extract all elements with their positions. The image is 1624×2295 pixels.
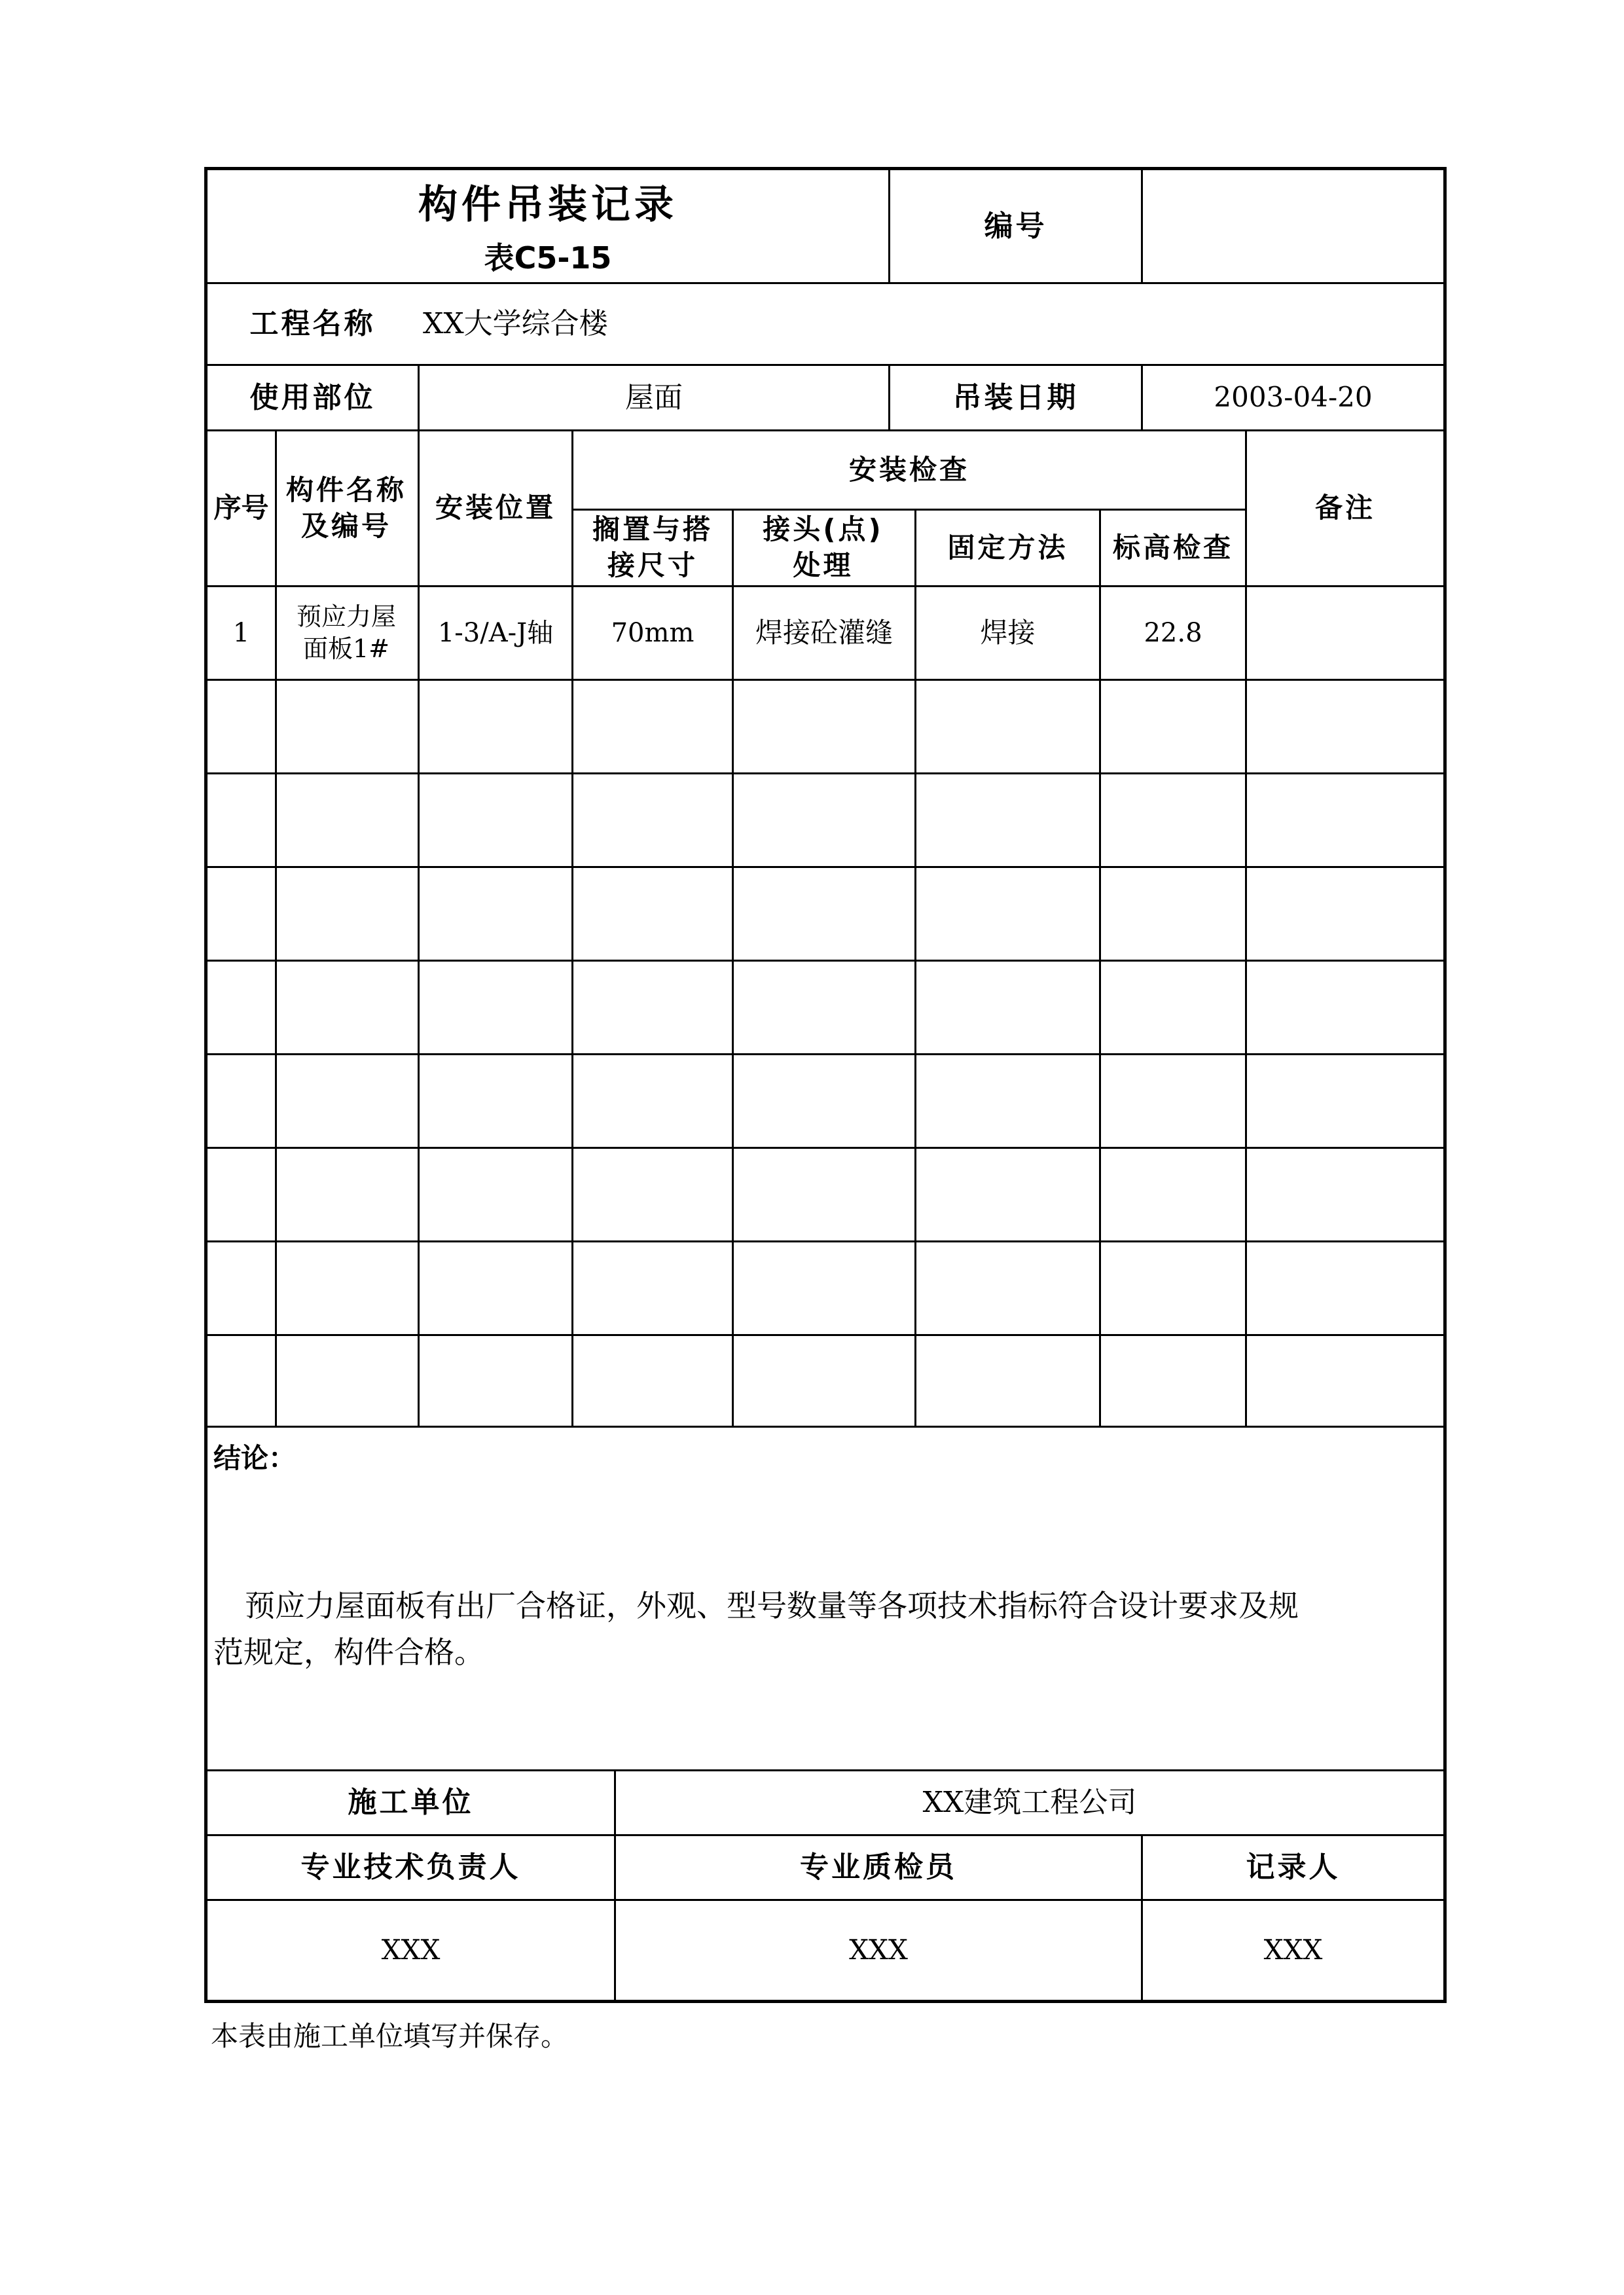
row-remarks[interactable] [1247,587,1443,679]
row-seq[interactable]: 1 [232,618,250,648]
number-label: 编号 [984,209,1047,243]
row-position[interactable]: 1-3/A-J轴 [437,618,554,648]
header-joint: 接头(点)处理 [763,513,884,581]
inspector-label: 专业质检员 [800,1851,957,1885]
grid-line [204,1147,1447,1149]
grid-line [204,772,1447,774]
recorder-label: 记录人 [1246,1851,1341,1885]
row-elevation[interactable]: 22.8 [1144,618,1202,648]
grid-line [204,1426,1447,1428]
row-component[interactable]: 预应力屋面板1# [296,602,396,663]
row-bearing[interactable]: 70mm [611,618,695,648]
location-label: 使用部位 [249,380,376,414]
header-fixing: 固定方法 [947,531,1068,564]
footer-note: 本表由施工单位填写并保存。 [211,2020,569,2052]
header-bearing: 搁置与搭接尺寸 [592,513,713,581]
row-fixing[interactable]: 焊接 [980,616,1036,649]
tech-lead-label: 专业技术负责人 [300,1851,521,1885]
date-label: 吊装日期 [952,380,1079,414]
grid-line [204,1053,1447,1055]
grid-line [204,679,1447,681]
project-name-label: 工程名称 [249,307,376,341]
tech-lead-signature[interactable]: XXX [381,1934,441,1966]
header-elevation: 标高检查 [1112,531,1233,564]
location-value[interactable]: 屋面 [625,380,683,414]
grid-line [204,866,1447,868]
inspector-signature[interactable]: XXX [849,1934,908,1966]
grid-line [204,960,1447,962]
header-seq: 序号 [213,492,269,524]
conclusion-text[interactable]: 预应力屋面板有出厂合格证，外观、型号数量等各项技术指标符合设计要求及规范规定，构件合格。 [213,1588,1299,1671]
construction-unit-value[interactable]: XX建筑工程公司 [922,1786,1137,1820]
grid-line [204,1240,1447,1242]
conclusion-label: 结论： [213,1442,297,1474]
document-title: 构件吊装记录 [418,182,677,228]
grid-line [275,429,277,1428]
form-code: 表C5-15 [484,240,612,276]
row-joint[interactable]: 焊接砼灌缝 [755,616,893,649]
grid-line [571,429,573,1428]
grid-line [204,1334,1447,1336]
date-value[interactable]: 2003-04-20 [1214,381,1373,414]
header-position: 安装位置 [435,492,556,524]
header-remarks: 备注 [1314,492,1375,524]
number-value[interactable] [1143,170,1443,282]
recorder-signature[interactable]: XXX [1263,1934,1323,1966]
header-component: 构件名称及编号 [285,473,406,542]
construction-unit-label: 施工单位 [348,1786,474,1820]
header-inspection-group: 安装检查 [848,453,969,486]
project-name-value[interactable]: XX大学综合楼 [423,307,608,341]
